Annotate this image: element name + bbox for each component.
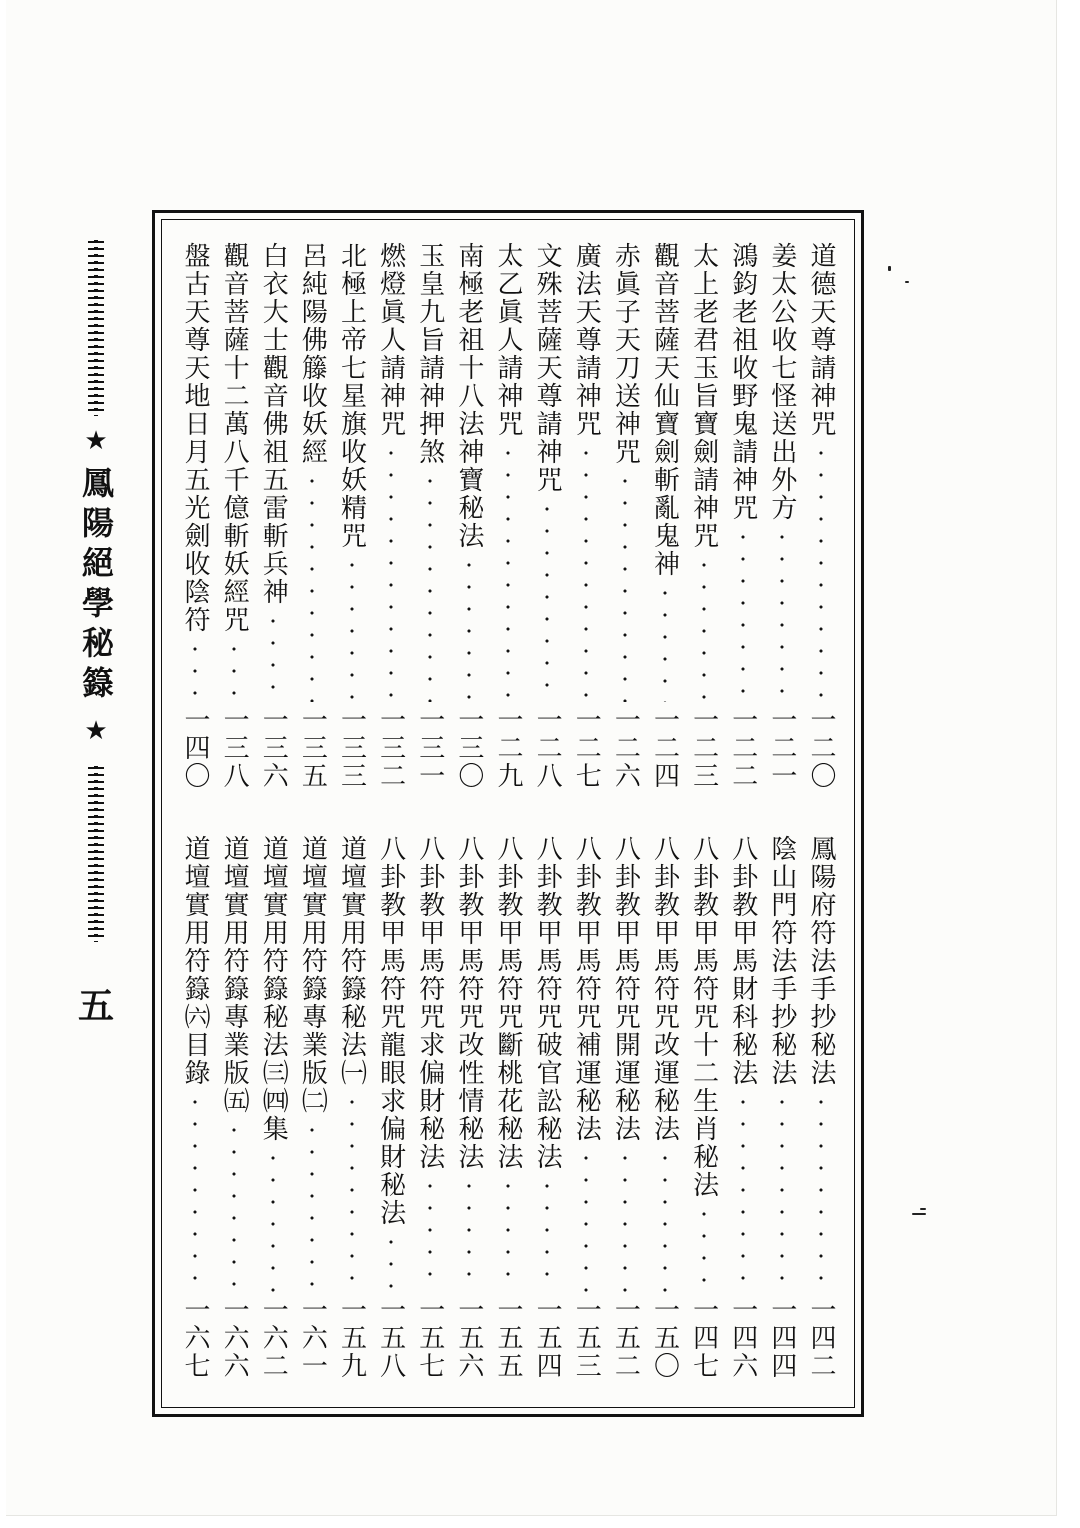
toc-entry-title: 太乙眞人請神咒 (493, 242, 523, 438)
toc-entry-title: 八卦教甲馬符咒龍眼求偏財秘法 (375, 835, 406, 1227)
toc-entry-page: 一五八 (375, 1296, 406, 1380)
toc-entry (450, 242, 488, 790)
toc-entry (763, 835, 801, 1380)
toc-entry-page: 一四四 (766, 1296, 797, 1380)
scan-speck (905, 281, 909, 283)
dot-leader (467, 1175, 471, 1292)
dot-leader (819, 1091, 823, 1292)
toc-entry-title: 觀音菩薩天仙寶劍斬亂鬼神 (649, 242, 680, 578)
toc-entry-title: 八卦教甲馬符咒破官訟秘法 (532, 835, 563, 1171)
toc-entry-title: 八卦教甲馬符咒補運秘法 (571, 835, 602, 1143)
dot-leader (310, 470, 314, 702)
scan-speck (888, 266, 891, 271)
dot-leader (506, 1175, 510, 1292)
dot-leader (506, 442, 510, 702)
toc-entry-page: 一二四 (649, 706, 680, 790)
toc-entry (685, 835, 723, 1380)
toc-entry (606, 242, 644, 790)
toc-entry-page: 一六六 (219, 1296, 250, 1380)
dot-leader (232, 1119, 236, 1292)
toc-entry (293, 835, 331, 1380)
toc-entry-page: 一五六 (453, 1296, 484, 1380)
toc-entry-title: 八卦教甲馬符咒改運秘法 (649, 835, 680, 1143)
toc-entry (802, 242, 840, 790)
toc-entry-page: 一二一 (766, 706, 797, 790)
dot-leader (350, 554, 354, 702)
dot-leader (780, 526, 784, 702)
toc-entry-page: 一三三 (336, 706, 367, 790)
dot-leader (780, 1091, 784, 1292)
toc-entry (567, 835, 605, 1380)
toc-entry-title: 道壇實用符籙專業版㈤ (219, 835, 250, 1115)
dot-leader (310, 1119, 314, 1292)
toc-entry (411, 835, 449, 1380)
dot-leader (428, 470, 432, 702)
toc-entry-title: 文殊菩薩天尊請神咒 (532, 242, 563, 494)
toc-entry-title: 廣法天尊請神咒 (571, 242, 602, 438)
toc-entry (254, 835, 292, 1380)
toc-entry (724, 835, 762, 1380)
star-icon: ★ (84, 426, 108, 456)
toc-entry-title: 姜太公收七怪送出外方 (766, 242, 797, 522)
toc-entry-title: 燃燈眞人請神咒 (375, 242, 406, 438)
toc-entry-title: 道壇實用符籙㈥目錄 (180, 835, 210, 1087)
toc-entry-title: 鴻鈞老祖收野鬼請神咒 (727, 242, 758, 522)
dot-leader (623, 1147, 627, 1292)
toc-entry-page: 一三〇 (453, 706, 484, 790)
toc-entry-title: 八卦教甲馬符咒開運秘法 (610, 835, 641, 1143)
toc-entry (176, 835, 214, 1380)
toc-entry-page: 一三六 (258, 706, 289, 790)
toc-entry (606, 835, 644, 1380)
toc-entry (567, 242, 605, 790)
toc-entry (450, 835, 488, 1380)
toc-entry-title: 八卦教甲馬符咒斷桃花秘法 (493, 835, 523, 1171)
toc-entry-title: 鳳陽府符法手抄秘法 (806, 835, 836, 1087)
toc-entry-page: 一四〇 (180, 706, 210, 790)
toc-entry-title: 北極上帝七星旗收妖精咒 (336, 242, 367, 550)
scan-speck (920, 1208, 926, 1210)
dot-leader (741, 1091, 745, 1292)
dot-leader (702, 1203, 706, 1292)
toc-entry (489, 242, 527, 790)
toc-section-top (176, 242, 840, 790)
toc-entry-title: 南極老祖十八法神寶秘法 (453, 242, 484, 550)
dot-leader (271, 1147, 275, 1292)
toc-entry-title: 道壇實用符籙秘法㈠ (336, 835, 367, 1087)
toc-entry-page: 一六一 (297, 1296, 328, 1380)
toc-entry (489, 835, 527, 1380)
toc-entry-title: 八卦教甲馬符咒求偏財秘法 (414, 835, 445, 1171)
toc-entry-title: 道壇實用符籙秘法㈢㈣集 (258, 835, 289, 1143)
toc-entry-page: 一五〇 (649, 1296, 680, 1380)
toc-entry-page: 一五五 (493, 1296, 523, 1380)
toc-section-bottom (176, 835, 840, 1380)
toc-entry-page: 一五三 (571, 1296, 602, 1380)
toc-entry-title: 呂純陽佛籐收妖經 (297, 242, 328, 466)
star-icon: ★ (84, 716, 108, 746)
toc-entry-title: 八卦教甲馬符咒改性情秘法 (453, 835, 484, 1171)
toc-entry-title: 盤古天尊天地日月五光劍收陰符 (180, 242, 210, 634)
toc-entry-title: 道德天尊請神咒 (806, 242, 836, 438)
toc-entry-page: 一三二 (375, 706, 406, 790)
toc-entry (333, 242, 371, 790)
dot-leader (545, 498, 549, 702)
ornament-bottom (88, 766, 104, 942)
toc-entry-page: 一四六 (727, 1296, 758, 1380)
toc-entry-page: 一三五 (297, 706, 328, 790)
dot-leader (584, 442, 588, 702)
dot-leader (467, 554, 471, 702)
toc-entry-page: 一二七 (571, 706, 602, 790)
toc-entry-title: 赤眞子天刀送神咒 (610, 242, 641, 466)
toc-entry (763, 242, 801, 790)
toc-entry-title: 太上老君玉旨寶劍請神咒 (688, 242, 719, 550)
toc-entry-title: 道壇實用符籙專業版㈡ (297, 835, 328, 1115)
toc-entry (802, 835, 840, 1380)
dot-leader (389, 1231, 393, 1292)
toc-entry-page: 一二六 (610, 706, 641, 790)
toc-entry-page: 一五九 (336, 1296, 367, 1380)
dot-leader (702, 554, 706, 702)
toc-entry (176, 242, 214, 790)
toc-entry (372, 242, 410, 790)
dot-leader (232, 638, 236, 702)
dot-leader (545, 1175, 549, 1292)
toc-entry-page: 一五二 (610, 1296, 641, 1380)
book-title: 鳳陽絕學秘籙 (77, 466, 115, 706)
toc-entry-title: 玉皇九旨請神押煞 (414, 242, 445, 466)
dot-leader (663, 1147, 667, 1292)
dot-leader (428, 1175, 432, 1292)
toc-entry (528, 242, 566, 790)
toc-entry (685, 242, 723, 790)
dot-leader (741, 526, 745, 702)
running-header (76, 240, 116, 1029)
toc-entry (646, 242, 684, 790)
toc-entry-page: 一二〇 (806, 706, 836, 790)
toc-entry (215, 835, 253, 1380)
toc-entry (372, 835, 410, 1380)
toc-entry-page: 一六二 (258, 1296, 289, 1380)
toc-entry-page: 一四七 (688, 1296, 719, 1380)
dot-leader (350, 1091, 354, 1292)
page-number: 五 (77, 985, 114, 1027)
dot-leader (193, 1091, 197, 1292)
toc-entry (333, 835, 371, 1380)
dot-leader (389, 442, 393, 702)
scan-speck (912, 1213, 926, 1215)
toc-entry (215, 242, 253, 790)
toc-entry-page: 一二三 (688, 706, 719, 790)
toc-entry (528, 835, 566, 1380)
dot-leader (819, 442, 823, 702)
toc-entry (293, 242, 331, 790)
toc-entry-page: 一五七 (414, 1296, 445, 1380)
toc-entry (724, 242, 762, 790)
toc-entry-page: 一二九 (493, 706, 523, 790)
toc-entry-page: 一六七 (180, 1296, 210, 1380)
dot-leader (663, 582, 667, 702)
ornament-top (88, 240, 104, 416)
toc-entry-page: 一二二 (727, 706, 758, 790)
toc-entry-title: 陰山門符法手抄秘法 (766, 835, 797, 1087)
dot-leader (271, 610, 275, 702)
toc-entry (254, 242, 292, 790)
toc-entry (411, 242, 449, 790)
dot-leader (623, 470, 627, 702)
toc-entry-title: 白衣大士觀音佛祖五雷斬兵神 (258, 242, 289, 606)
toc-entry-title: 八卦教甲馬財科秘法 (727, 835, 758, 1087)
dot-leader (193, 638, 197, 702)
toc-entry-page: 一四二 (806, 1296, 836, 1380)
toc-entry-page: 一三一 (414, 706, 445, 790)
toc-entry-page: 一三八 (219, 706, 250, 790)
toc-entry-title: 觀音菩薩十二萬八千億斬妖經咒 (219, 242, 250, 634)
toc-entry (646, 835, 684, 1380)
toc-entry-page: 一五四 (532, 1296, 563, 1380)
toc-entry-title: 八卦教甲馬符咒十二生肖秘法 (688, 835, 719, 1199)
toc-entry-page: 一二八 (532, 706, 563, 790)
dot-leader (584, 1147, 588, 1292)
